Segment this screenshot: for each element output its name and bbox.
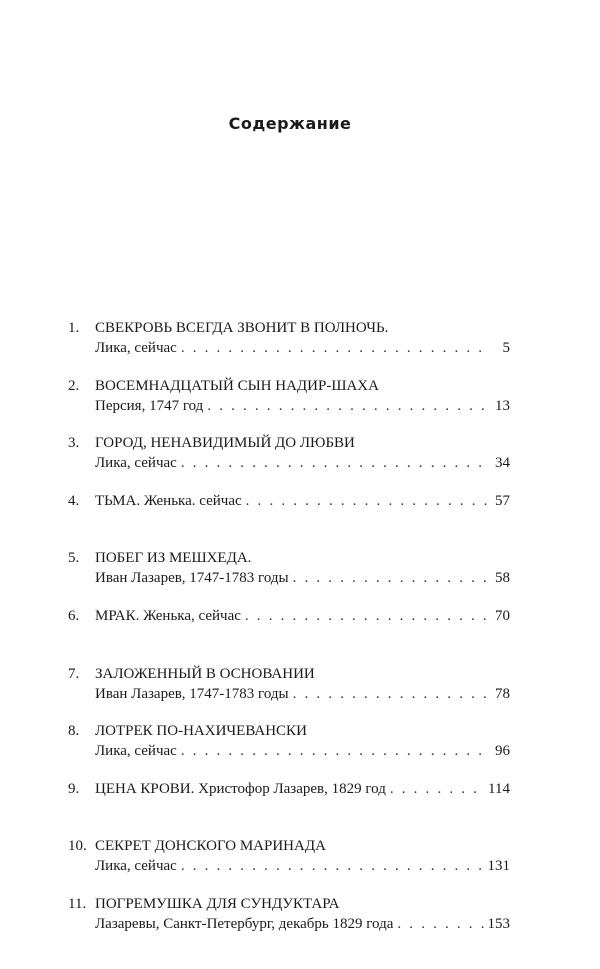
dot-leader <box>181 741 488 761</box>
entry-heading <box>95 606 510 626</box>
entry-heading <box>95 894 510 934</box>
page-number: 131 <box>487 858 510 875</box>
entry-subtitle: Персия, 1747 год <box>95 397 204 414</box>
dot-leader <box>181 856 484 876</box>
entry-subtitle: Лика, сейчас <box>95 858 177 875</box>
entry-subline <box>95 606 510 626</box>
page-number: 153 <box>487 915 510 932</box>
page-number: 57 <box>495 492 510 509</box>
entry-heading <box>95 433 510 473</box>
page-number: 78 <box>495 685 510 702</box>
entry-heading <box>95 836 510 876</box>
page-number: 96 <box>495 743 510 760</box>
entry-number: 6. <box>68 607 80 624</box>
entry-subtitle: Лика, сейчас <box>95 743 177 760</box>
page-title: Содержание <box>228 114 352 133</box>
entry-subtitle: ЦЕНА КРОВИ. Христофор Лазарев, 1829 год <box>95 780 386 797</box>
entry-heading <box>95 376 510 416</box>
entry-subline <box>95 568 510 588</box>
entry-heading <box>95 779 510 799</box>
entry-number: 9. <box>68 780 80 797</box>
entry-number: 8. <box>68 723 80 740</box>
entry-title: ПОБЕГ ИЗ МЕШХЕДА. <box>95 550 252 567</box>
page-number: 5 <box>502 340 510 356</box>
toc-entry[interactable] <box>68 721 510 779</box>
entry-subtitle: Лазаревы, Санкт-Петербург, декабрь 1829 года <box>95 915 394 932</box>
dot-leader <box>293 684 488 704</box>
entry-title: СЕКРЕТ ДОНСКОГО МАРИНАДА <box>95 838 326 855</box>
page-number: 13 <box>495 397 510 414</box>
entry-subtitle: МРАК. Женька, сейчас <box>95 607 241 624</box>
toc-entry[interactable] <box>68 376 510 434</box>
entry-heading <box>95 318 510 358</box>
page-number: 34 <box>495 455 510 472</box>
entry-subtitle: Лика, сейчас <box>95 455 177 472</box>
entry-title: ВОСЕМНАДЦАТЫЙ СЫН НАДИР-ШАХА <box>95 377 379 394</box>
entry-heading <box>95 491 510 511</box>
entry-number: 1. <box>68 320 80 336</box>
entry-title: ЗАЛОЖЕННЫЙ В ОСНОВАНИИ <box>95 665 315 682</box>
entry-heading <box>95 548 510 588</box>
dot-leader <box>246 491 488 511</box>
entry-heading <box>95 664 510 704</box>
table-of-contents <box>68 318 510 952</box>
entry-subline <box>95 453 510 473</box>
dot-leader <box>207 396 488 416</box>
dot-leader <box>397 914 483 934</box>
entry-subline <box>95 779 510 799</box>
entry-subtitle: Лика, сейчас <box>95 340 177 356</box>
entry-subtitle: Иван Лазарев, 1747-1783 годы <box>95 570 289 587</box>
entry-title: СВЕКРОВЬ ВСЕГДА ЗВОНИТ В ПОЛНОЧЬ. <box>95 320 389 336</box>
dot-leader <box>390 779 484 799</box>
toc-entry[interactable] <box>68 664 510 722</box>
entry-number: 5. <box>68 550 80 567</box>
dot-leader <box>181 453 488 473</box>
entry-subtitle: ТЬМА. Женька. сейчас <box>95 492 242 509</box>
page-number: 70 <box>495 607 510 624</box>
page-number: 58 <box>495 570 510 587</box>
toc-entry[interactable] <box>68 318 510 376</box>
dot-leader <box>293 568 488 588</box>
toc-entry[interactable] <box>68 836 510 894</box>
entry-title: ПОГРЕМУШКА ДЛЯ СУНДУКТАРА <box>95 895 340 912</box>
entry-subline <box>95 914 510 934</box>
entry-number: 11. <box>68 895 87 912</box>
entry-number: 3. <box>68 435 80 452</box>
toc-entry[interactable] <box>68 491 510 549</box>
toc-entry[interactable] <box>68 548 510 606</box>
page-number: 114 <box>488 780 510 797</box>
toc-entry[interactable] <box>68 779 510 837</box>
toc-entry[interactable] <box>68 433 510 491</box>
toc-entry[interactable] <box>68 894 510 952</box>
dot-leader <box>181 338 488 358</box>
dot-leader <box>245 606 488 626</box>
entry-number: 4. <box>68 492 80 509</box>
entry-number: 7. <box>68 665 80 682</box>
entry-subtitle: Иван Лазарев, 1747-1783 годы <box>95 685 289 702</box>
entry-subline <box>95 338 510 358</box>
entry-number: 10. <box>68 838 87 855</box>
entry-number: 2. <box>68 377 80 394</box>
entry-subline <box>95 491 510 511</box>
toc-entry[interactable] <box>68 606 510 664</box>
entry-subline <box>95 741 510 761</box>
entry-subline <box>95 856 510 876</box>
entry-heading <box>95 721 510 761</box>
entry-title: ГОРОД, НЕНАВИДИМЫЙ ДО ЛЮБВИ <box>95 435 355 452</box>
entry-title: ЛОТРЕК ПО-НАХИЧЕВАНСКИ <box>95 723 307 740</box>
entry-subline <box>95 684 510 704</box>
entry-subline <box>95 396 510 416</box>
